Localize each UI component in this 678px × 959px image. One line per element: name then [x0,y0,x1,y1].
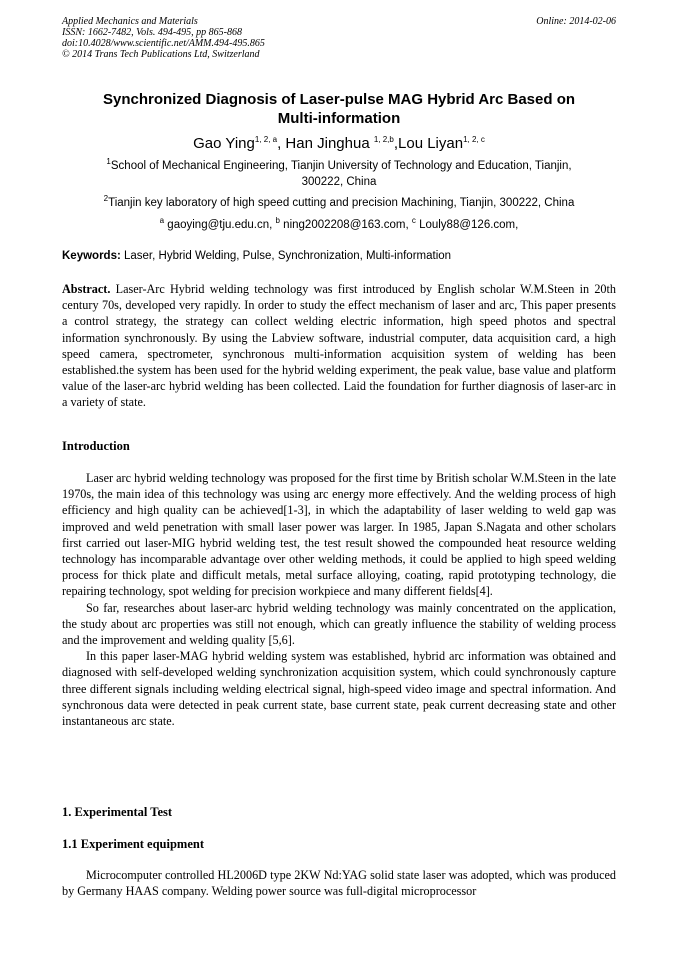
journal-header [62,16,616,60]
author-1-name: Gao Ying [193,135,255,152]
affiliation-1-line-2: 300222, China [301,175,377,188]
journal-doi: doi:10.4028/www.scientific.net/AMM.494-495.865 [62,38,265,49]
author-list [64,130,614,153]
keywords [62,248,616,264]
title-line-2: Multi-information [277,110,401,127]
author-3-sup: 1, 2, c [463,135,485,144]
section-1-1-body [62,867,616,899]
introduction-body [62,470,616,729]
abstract-text: Laser-Arc Hybrid welding technology was first introduced by English scholar W.M.Steen in 20th century 70s, developed very rapidly. In order to study the effect mechanism of laser and arc, This paper presents a control strategy, the strategy can collect welding electric information, high speed photos and spectral information synchronously. By using the Labview software, industrial computer, data acquisition card, a high speed camera, spectrometer, synchronous multi-information acquisition system of welding has been established.the system has been used for the hybrid welding experiment, the peak value, base value and platform value of the laser-arc hybrid welding has been collected. Laid the foundation for further diagnosis of laser-arc in a variety of state. [62,282,616,410]
keywords-text: Laser, Hybrid Welding, Pulse, Synchronization, Multi-information [120,250,452,262]
section-1-1-paragraph-1: Microcomputer controlled HL2006D type 2KW Nd:YAG solid state laser was adopted, which was produced by Germany HAAS company. Welding power source was full-digital microprocessor [62,868,616,899]
introduction-paragraph-2: So far, researches about laser-arc hybrid welding technology was mainly concentrated on the application, the study about arc properties was still not enough, which can greatly influence the stability of welding process and the improvement and welding quality [5,6]. [62,600,616,648]
affiliation-1 [64,154,614,190]
section-1-1-heading: 1.1 Experiment equipment [62,837,205,851]
affiliation-2-text: Tianjin key laboratory of high speed cutting and precision Machining, Tianjin, 300222, China [108,196,575,209]
journal-copyright: © 2014 Trans Tech Publications Ltd, Switzerland [62,49,260,60]
paper-title [64,90,614,128]
online-date: Online: 2014-02-06 [536,16,616,27]
affiliation-1-line-1: School of Mechanical Engineering, Tianjin University of Technology and Education, Tianjin, [110,159,572,172]
email-c: Louly88@126.com, [415,218,519,231]
keywords-label: Keywords: [62,250,121,262]
email-a: gaoying@tju.edu.cn, [164,218,276,231]
affiliation-2 [64,191,614,211]
author-1-sup: 1, 2, a [254,135,278,144]
email-b-sup: b [275,216,280,225]
author-2-sup: 1, 2,b [373,135,394,144]
introduction-heading: Introduction [62,439,130,453]
abstract [62,281,616,411]
email-c-sup: c [411,216,416,225]
introduction-paragraph-3: In this paper laser-MAG hybrid welding system was established, hybrid arc information was obtained and diagnosed with self-developed welding synchronization acquisition system, which could synchronously capture three different signals including welding electrical signal, high-speed video image and spectral information. And synchronous data were detected in peak current state, base current state, peak current decreasing state and other instantaneous arc state. [62,649,616,729]
author-2-name: , Han Jinghua [277,135,374,152]
affiliation-2-sup: 2 [103,194,109,203]
journal-issn: ISSN: 1662-7482, Vols. 494-495, pp 865-868 [62,27,242,38]
journal-name: Applied Mechanics and Materials [62,16,198,27]
email-a-sup: a [159,216,165,225]
author-emails [64,213,614,233]
author-3-name: ,Lou Liyan [393,135,464,152]
title-line-1: Synchronized Diagnosis of Laser-pulse MAG Hybrid Arc Based on [102,91,576,108]
section-1-heading: 1. Experimental Test [62,805,173,819]
email-b: ning2002208@163.com, [279,218,412,231]
affiliation-1-sup: 1 [106,157,111,166]
introduction-paragraph-1: Laser arc hybrid welding technology was proposed for the first time by British scholar W.M.Steen in the late 1970s, the main idea of this technology was using arc energy more effectively. And the welding process of high efficiency and high quality can be achieved[1-3], in which the adaptability of laser welding to weld gap was improved and weld penetration with small laser power was larger. In 1985, Japan S.Nagata and other scholars first carried out laser-MIG hybrid welding test, the test result showed the compounded heat resource welding technology has incomparable advantage over other welding methods, it could be applied to high speed welding process for thick plate and difficult metals, metal surface alloying, coating, rapid prototyping technology, die repairing technology, spot welding for precision workpiece and many different fields[4]. [62,471,616,599]
abstract-label: Abstract. [62,282,111,296]
